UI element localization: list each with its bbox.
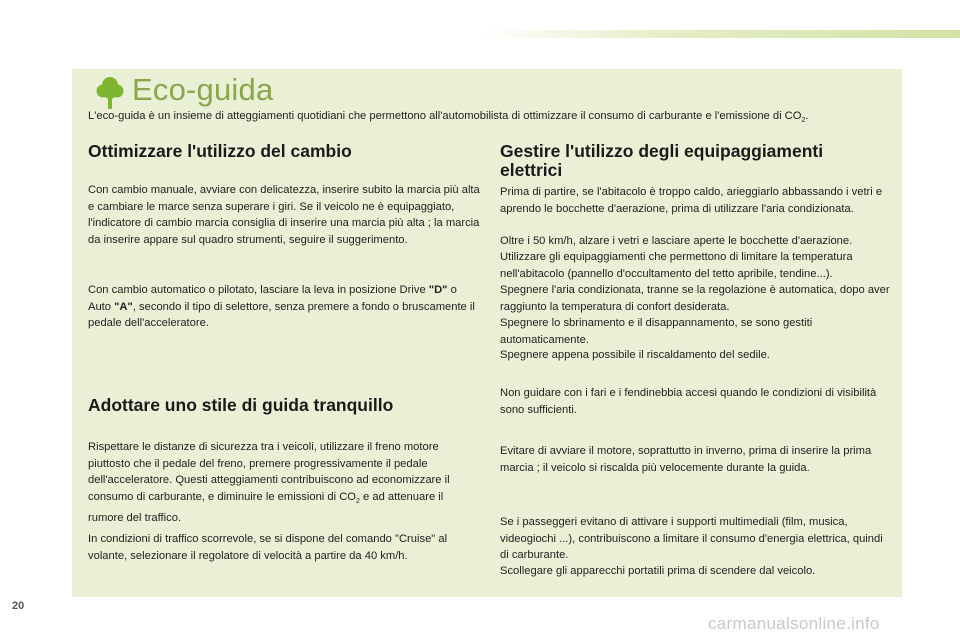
paragraph-limit-temperature: Utilizzare gli equipaggiamenti che permettono di limitare la temperatura nell'abitacolo (pannello d'occultamento del tetto apribile, tendine...). [500,251,853,280]
page-title: Eco-guida [132,72,274,107]
watermark: carmanualsonline.info [708,614,880,633]
heading-calm-driving: Adottare uno stile di guida tranquillo [88,395,394,415]
paragraph-ventilate-cabin: Prima di partire, se l'abitacolo è troppo caldo, arieggiarlo abbassando i vetri e aprendo le bocchette d'aerazione, prima di utilizzare l'aria condizionata. [500,186,883,215]
page-number: 20 [12,600,25,612]
paragraph-cruise-control: In condizioni di traffico scorrevole, se si dispone del comando "Cruise" al volante, selezionare il regolatore di velocità a partire da 40 km/h. [88,533,448,562]
heading-electrical-equipment: Gestire l'utilizzo degli equipaggiamenti elettrici [500,141,824,180]
paragraph-air-conditioning: Spegnere l'aria condizionata, tranne se la regolazione è automatica, dopo aver raggiunto la temperatura di confort desiderata. [500,284,890,313]
paragraph-portable-devices: Scollegare gli apparecchi portatili prima di scendere dal veicolo. [500,565,816,577]
paragraph-multimedia: Se i passeggeri evitano di attivare i supporti multimediali (film, musica, videogiochi ...), contribuiscono a limitare il consumo d'energia elettrica, quindi di carburante. [500,516,883,561]
intro-text: L'eco-guida è un insieme di atteggiamenti quotidiani che permettono all'automobilista di ottimizzare il consumo di carburante e l'emissione di $CO_2$. [88,110,809,125]
paragraph-defrost: Spegnere lo sbrinamento e il disappannamento, se sono gestiti automaticamente. [500,317,813,346]
paragraph-automatic-gearbox: Con cambio automatico o pilotato, lasciare la leva in posizione Drive "D" o Auto "A", secondo il tipo di selettore, senza premere a fondo o bruscamente il pedale dell'acceleratore. [88,284,475,329]
paragraph-headlights: Non guidare con i fari e i fendinebbia accesi quando le condizioni di visibilità sono sufficienti. [500,387,877,416]
paragraph-seat-heating: Spegnere appena possibile il riscaldamento del sedile. [500,349,770,361]
paragraph-windows-speed: Oltre i 50 km/h, alzare i vetri e lasciare aperte le bocchette d'aerazione. [500,235,853,247]
heading-gearbox: Ottimizzare l'utilizzo del cambio [88,141,352,161]
header-gradient-bar [480,30,960,38]
paragraph-manual-gearbox: Con cambio manuale, avviare con delicatezza, inserire subito la marcia più alta e cambiare le marce senza superare i giri. Se il veicolo ne è equipaggiato, l'indicatore di cambio marcia consiglia di inserire una marcia più alta ; la marcia da inserire appare sul quadro strumenti, seguire il suggerimento. [88,184,480,246]
tree-icon [96,76,124,110]
paragraph-safe-distance: Rispettare le distanze di sicurezza tra i veicoli, utilizzare il freno motore piuttosto che il pedale del freno, premere progressivamente il pedale dell'acceleratore. Questi atteggiamenti contribuiscono ad economizzare il consumo di carburante, e diminuire le emissioni di $CO_2$ e ad attenuare il rumore del traffico. [88,441,450,525]
paragraph-engine-start: Evitare di avviare il motore, soprattutto in inverno, prima di inserire la prima marcia ; il veicolo si riscalda più velocemente durante la guida. [500,445,872,474]
